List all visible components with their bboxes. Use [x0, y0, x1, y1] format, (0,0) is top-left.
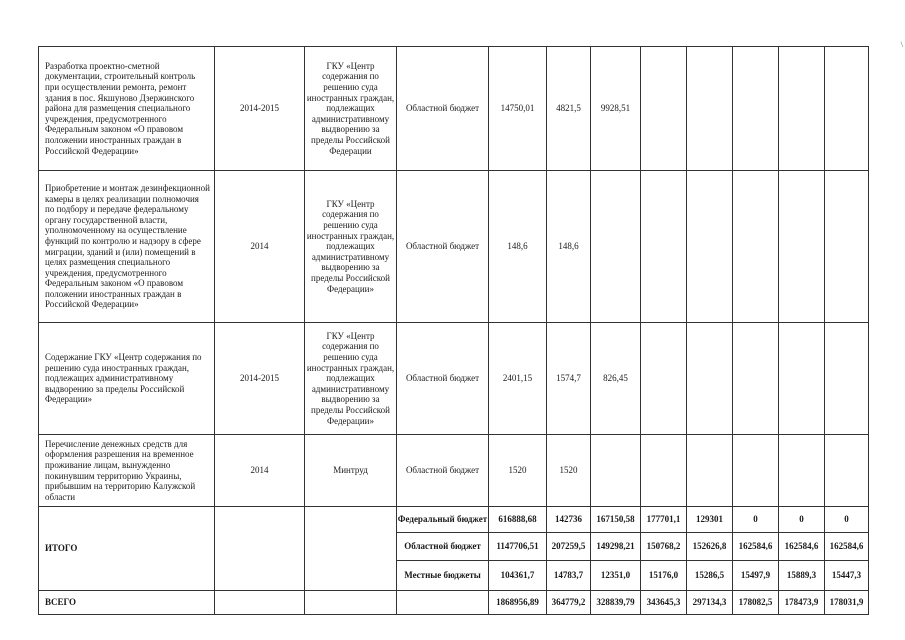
- value-cell: [641, 47, 687, 171]
- value-cell: 162584,6: [779, 533, 825, 561]
- value-cell: 15176,0: [641, 561, 687, 591]
- value-cell: [687, 323, 733, 435]
- value-cell: 162584,6: [733, 533, 779, 561]
- row-source: Областной бюджет: [397, 323, 489, 435]
- budget-table: [38, 46, 869, 615]
- empty-cell: [305, 507, 397, 591]
- row-source: Областной бюджет: [397, 47, 489, 171]
- vsego-row: [39, 591, 869, 615]
- value-cell: [641, 323, 687, 435]
- row-description: Разработка проектно-сметной документации, строительный контроль при осуществлении ремонта, ремонт здания в пос. Якшуново Дзержинского района для размещения специального учреждения, предусмотренного Федеральным законом «О правовом положении иностранных граждан в Российской Федерации»: [39, 47, 215, 171]
- value-cell: 207259,5: [547, 533, 591, 561]
- value-cell: 0: [779, 507, 825, 533]
- row-description: Содержание ГКУ «Центр содержания по решению суда иностранных граждан, подлежащих административному выдворению за пределы Российской Федерации»: [39, 323, 215, 435]
- value-cell: [733, 171, 779, 323]
- value-cell: [825, 171, 869, 323]
- value-cell: 1868956,89: [489, 591, 547, 615]
- row-executor: Минтруд: [305, 435, 397, 507]
- empty-cell: [305, 591, 397, 615]
- itogo-source: Областной бюджет: [397, 533, 489, 561]
- itogo-row-federal: [39, 507, 869, 533]
- value-cell: 162584,6: [825, 533, 869, 561]
- value-cell: 178473,9: [779, 591, 825, 615]
- empty-cell: [397, 591, 489, 615]
- vsego-label: ВСЕГО: [39, 591, 215, 615]
- value-cell: 152626,8: [687, 533, 733, 561]
- value-cell: 150768,2: [641, 533, 687, 561]
- value-cell: 14783,7: [547, 561, 591, 591]
- value-cell: [687, 171, 733, 323]
- value-cell: [687, 47, 733, 171]
- value-cell: 15497,9: [733, 561, 779, 591]
- value-cell: [591, 435, 641, 507]
- value-cell: 0: [733, 507, 779, 533]
- row-period: 2014: [215, 171, 305, 323]
- value-cell: 1520: [489, 435, 547, 507]
- row-period: 2014-2015: [215, 323, 305, 435]
- itogo-source: Местные бюджеты: [397, 561, 489, 591]
- value-cell: 15286,5: [687, 561, 733, 591]
- table-row: [39, 171, 869, 323]
- value-cell: [733, 323, 779, 435]
- value-cell: 9928,51: [591, 47, 641, 171]
- value-cell: 167150,58: [591, 507, 641, 533]
- table-row: [39, 47, 869, 171]
- row-source: Областной бюджет: [397, 171, 489, 323]
- value-cell: 0: [825, 507, 869, 533]
- row-description: Перечисление денежных средств для оформления разрешения на временное проживание лицам, вынужденно покинувшим территорию Украины, прибывшим на территорию Калужской области: [39, 435, 215, 507]
- value-cell: 149298,21: [591, 533, 641, 561]
- row-executor: ГКУ «Центр содержания по решению суда иностранных граждан, подлежащих административному выдворению за пределы Российской Федерации»: [305, 323, 397, 435]
- value-cell: [733, 47, 779, 171]
- row-period: 2014: [215, 435, 305, 507]
- value-cell: 129301: [687, 507, 733, 533]
- empty-cell: [215, 507, 305, 591]
- row-executor: ГКУ «Центр содержания по решению суда иностранных граждан, подлежащих административному выдворению за пределы Российской Федерации: [305, 47, 397, 171]
- value-cell: 616888,68: [489, 507, 547, 533]
- value-cell: 104361,7: [489, 561, 547, 591]
- value-cell: 1147706,51: [489, 533, 547, 561]
- value-cell: [591, 171, 641, 323]
- value-cell: 15889,3: [779, 561, 825, 591]
- margin-mark: \: [900, 40, 903, 49]
- value-cell: 177701,1: [641, 507, 687, 533]
- value-cell: 14750,01: [489, 47, 547, 171]
- table-row: [39, 435, 869, 507]
- value-cell: 826,45: [591, 323, 641, 435]
- value-cell: 178082,5: [733, 591, 779, 615]
- row-period: 2014-2015: [215, 47, 305, 171]
- row-description: Приобретение и монтаж дезинфекционной камеры в целях реализации полномочия по подбору и передаче федеральному органу государственной власти, уполномоченному на осуществление функций по контролю и надзору в сфере миграции, зданий и (или) помещений в целях размещения специального учреждения, предусмотренного Федеральным законом «О правовом положении иностранных граждан в Российской Федерации»: [39, 171, 215, 323]
- row-executor: ГКУ «Центр содержания по решению суда иностранных граждан, подлежащих административному выдворению за пределы Российской Федерации»: [305, 171, 397, 323]
- value-cell: 343645,3: [641, 591, 687, 615]
- value-cell: 148,6: [547, 171, 591, 323]
- itogo-label: ИТОГО: [39, 507, 215, 591]
- value-cell: [779, 47, 825, 171]
- value-cell: 2401,15: [489, 323, 547, 435]
- value-cell: 1520: [547, 435, 591, 507]
- value-cell: [825, 47, 869, 171]
- table-row: [39, 323, 869, 435]
- value-cell: [687, 435, 733, 507]
- value-cell: [779, 323, 825, 435]
- value-cell: [641, 171, 687, 323]
- value-cell: [733, 435, 779, 507]
- value-cell: [825, 435, 869, 507]
- itogo-source: Федеральный бюджет: [397, 507, 489, 533]
- value-cell: 364779,2: [547, 591, 591, 615]
- empty-cell: [215, 591, 305, 615]
- value-cell: 142736: [547, 507, 591, 533]
- value-cell: 12351,0: [591, 561, 641, 591]
- value-cell: 15447,3: [825, 561, 869, 591]
- value-cell: [779, 171, 825, 323]
- value-cell: 328839,79: [591, 591, 641, 615]
- value-cell: 148,6: [489, 171, 547, 323]
- row-source: Областной бюджет: [397, 435, 489, 507]
- value-cell: 1574,7: [547, 323, 591, 435]
- value-cell: 297134,3: [687, 591, 733, 615]
- value-cell: 4821,5: [547, 47, 591, 171]
- value-cell: 178031,9: [825, 591, 869, 615]
- value-cell: [825, 323, 869, 435]
- value-cell: [779, 435, 825, 507]
- value-cell: [641, 435, 687, 507]
